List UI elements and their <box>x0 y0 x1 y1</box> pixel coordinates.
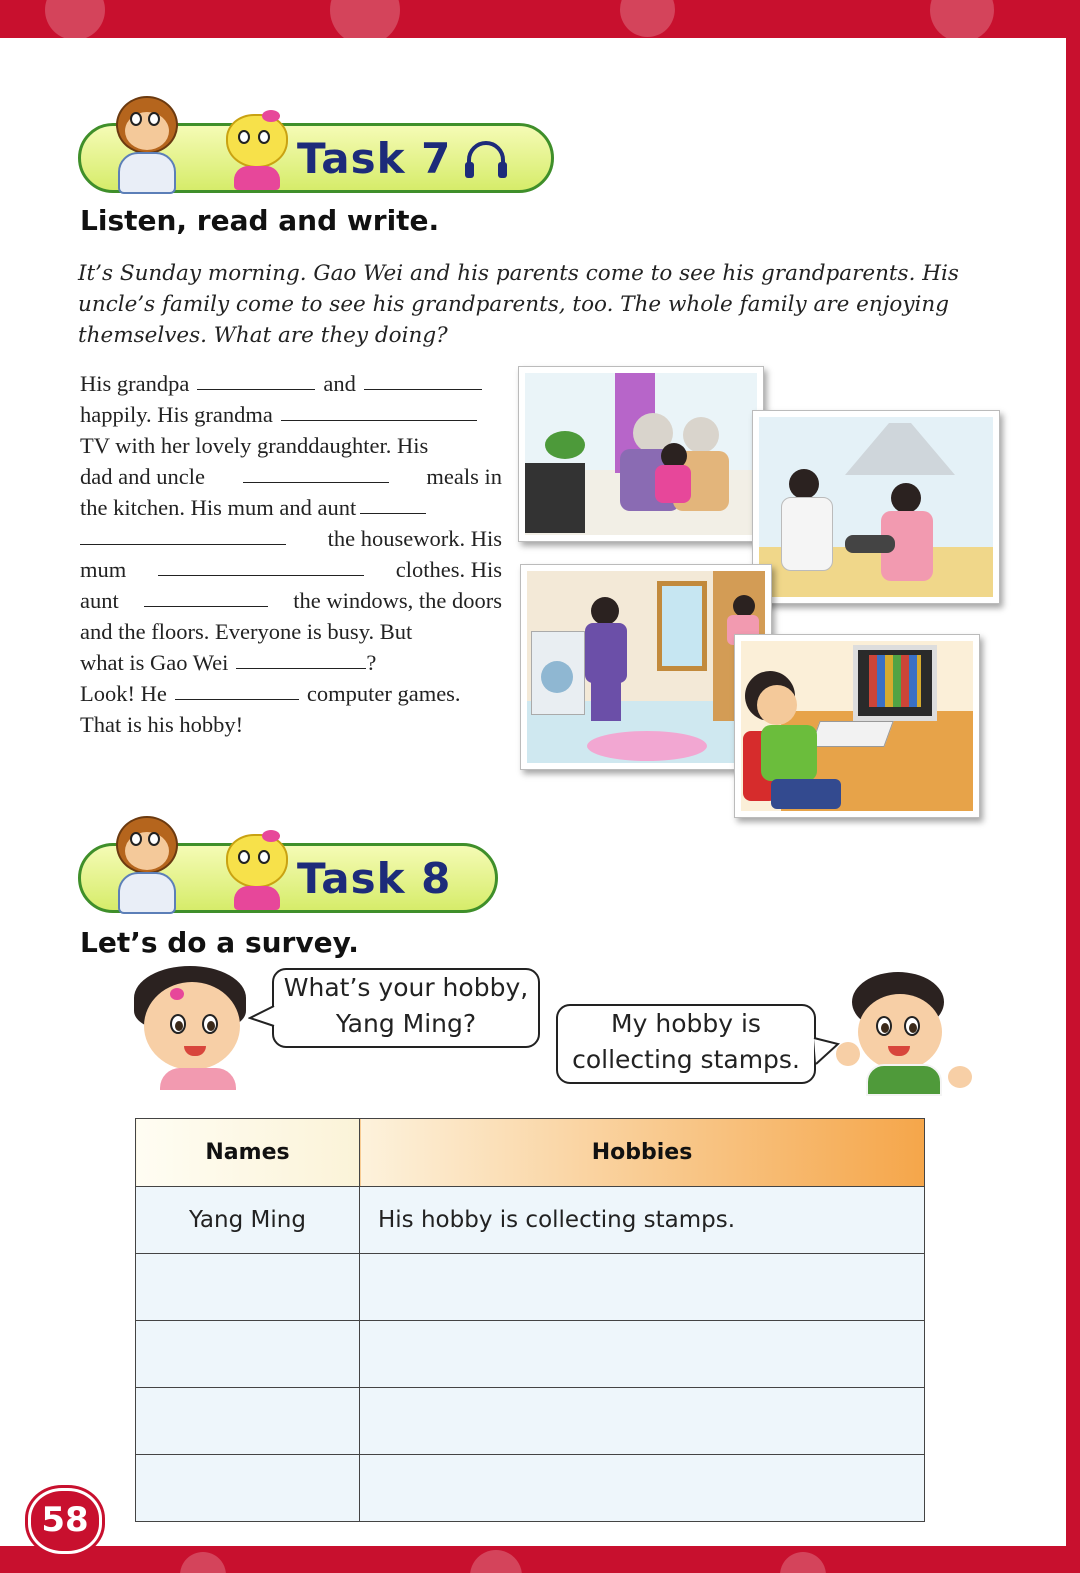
task8-title: Task 8 <box>297 854 452 903</box>
task7-heading: Listen, read and write. <box>80 204 440 237</box>
right-border <box>1066 30 1080 1550</box>
illustration-grandparents-tv <box>518 366 764 542</box>
answer-blank-7[interactable] <box>158 554 364 576</box>
bottom-border-band <box>0 1546 1080 1573</box>
task7-intro-text: It’s Sunday morning. Gao Wei and his parents come to see his grandparents. His uncle’s family come to see his grandparents, too. The whole family are enjoying themselves. What are they doing? <box>78 261 959 348</box>
table-cell-hobby[interactable]: His hobby is collecting stamps. <box>360 1187 925 1254</box>
table-cell-name[interactable] <box>136 1455 360 1522</box>
table-row <box>136 1187 925 1254</box>
answer-blank-4[interactable] <box>243 461 389 483</box>
answer-blank-3[interactable] <box>281 399 477 421</box>
monkey-mascot-2 <box>100 812 200 912</box>
cat-mascot-2 <box>208 834 298 914</box>
top-border-band <box>0 0 1080 38</box>
illustration-computer-games <box>734 634 980 818</box>
table-cell-hobby[interactable] <box>360 1254 925 1321</box>
fill-in-passage: His grandpa and happily. His grandma TV with her lovely granddaughter. His dad and uncle meals in the kitchen. His mum and aunt the housework. His mum clothes. His aunt the windows, the doors and the floors. Everyone is busy. But what is Gao Wei ? Look! He computer games. That is his hobby! <box>80 368 502 740</box>
table-row <box>136 1254 925 1321</box>
table-cell-name[interactable] <box>136 1254 360 1321</box>
girl-bubble-tail <box>248 1004 276 1028</box>
boy-character <box>836 972 976 1096</box>
table-cell-hobby[interactable] <box>360 1321 925 1388</box>
answer-blank-9[interactable] <box>236 647 366 669</box>
table-row <box>136 1388 925 1455</box>
table-cell-name[interactable] <box>136 1388 360 1455</box>
headphones-icon <box>461 140 511 180</box>
answer-blank-1[interactable] <box>197 368 315 390</box>
monkey-mascot <box>100 92 200 192</box>
answer-blank-2[interactable] <box>364 368 482 390</box>
table-header-row <box>136 1119 925 1187</box>
illustration-cooking <box>752 410 1000 604</box>
boy-speech-bubble: My hobby is collecting stamps. <box>556 1004 816 1084</box>
table-cell-name[interactable] <box>136 1321 360 1388</box>
table-cell-hobby[interactable] <box>360 1388 925 1455</box>
header-names: Names <box>136 1119 360 1187</box>
task7-title: Task 7 <box>297 134 452 183</box>
page-number-badge <box>20 1484 110 1558</box>
answer-blank-5[interactable] <box>360 492 426 514</box>
survey-table <box>135 1118 925 1522</box>
header-hobbies: Hobbies <box>360 1119 925 1187</box>
table-cell-name[interactable]: Yang Ming <box>136 1187 360 1254</box>
cat-mascot <box>208 114 298 194</box>
girl-character <box>130 966 250 1090</box>
answer-blank-8[interactable] <box>144 585 268 607</box>
girl-speech-bubble: What’s your hobby, Yang Ming? <box>272 968 540 1048</box>
table-row <box>136 1455 925 1522</box>
answer-blank-10[interactable] <box>175 678 299 700</box>
answer-blank-6[interactable] <box>80 523 286 545</box>
task8-heading: Let’s do a survey. <box>80 926 359 959</box>
page-number: 58 <box>41 1500 89 1540</box>
table-cell-hobby[interactable] <box>360 1455 925 1522</box>
table-row <box>136 1321 925 1388</box>
